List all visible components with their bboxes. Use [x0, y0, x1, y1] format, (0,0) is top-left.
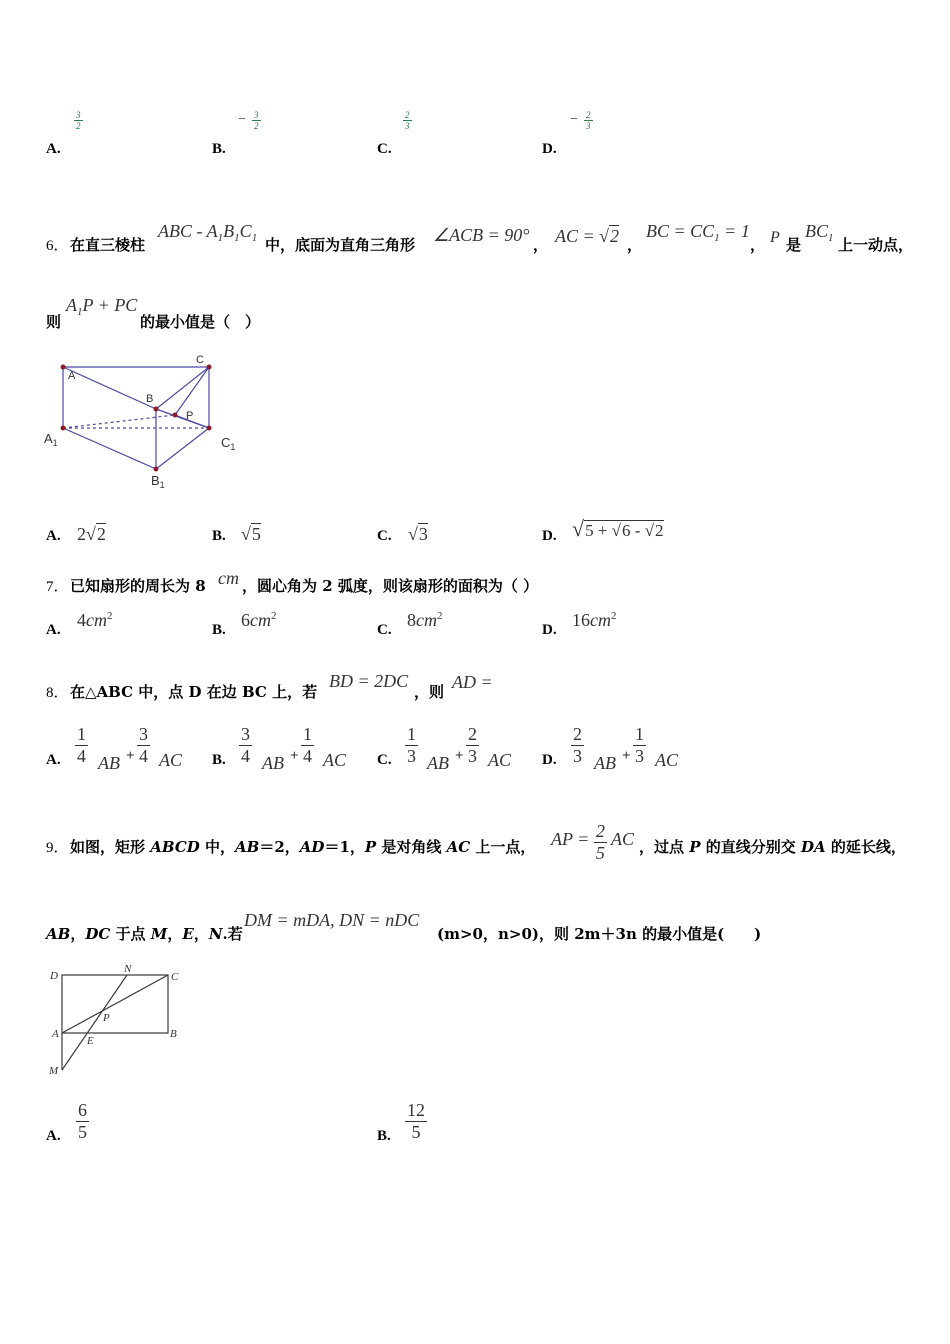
prism-figure — [40, 350, 250, 495]
label-m: M — [49, 1065, 59, 1077]
vertex-b — [154, 407, 159, 412]
edge-b1c1 — [156, 428, 209, 469]
fraction: $\frac{3}{2}$ — [76, 110, 81, 131]
vertex-c1 — [207, 426, 212, 431]
label-c: C — [196, 354, 204, 366]
point-p — [173, 413, 178, 418]
edge-bc — [156, 367, 209, 409]
diagonal-ac — [62, 975, 168, 1033]
label-a: A — [52, 1028, 59, 1040]
vertex-c — [207, 365, 212, 370]
segment-a1p — [63, 415, 175, 428]
label-e: E — [87, 1035, 94, 1047]
label-p: P — [186, 410, 194, 422]
label-c: C — [171, 971, 179, 983]
label-a: A — [68, 370, 76, 382]
label-p: P — [103, 1012, 110, 1024]
fraction: $\frac{2}{3}$ — [586, 110, 591, 131]
edge-bc1 — [156, 409, 209, 428]
segment-pc — [175, 367, 209, 415]
rectangle-figure — [40, 960, 200, 1080]
edge-a1b1 — [63, 428, 156, 469]
label-d: D — [50, 970, 58, 982]
fraction: $\frac{3}{2}$ — [254, 110, 259, 131]
vertex-a — [61, 365, 66, 370]
vertex-a1 — [61, 426, 66, 431]
label-b1: $B_1$ — [151, 473, 165, 490]
edge-ab — [63, 367, 156, 409]
line-mn — [62, 975, 127, 1070]
vertex-b1 — [154, 467, 159, 472]
fraction: $\frac{2}{3}$ — [405, 110, 410, 131]
ap-expression: AP = $\frac{2}{5}$ AC — [551, 821, 635, 863]
label-c1: $C_1$ — [221, 435, 236, 452]
label-b: B — [170, 1028, 177, 1040]
label-n: N — [124, 963, 132, 975]
label-b: B — [146, 393, 154, 405]
prism-name: ABC - $A_1B_1C_1$ — [158, 221, 258, 244]
label-a1: $A_1$ — [44, 431, 58, 448]
